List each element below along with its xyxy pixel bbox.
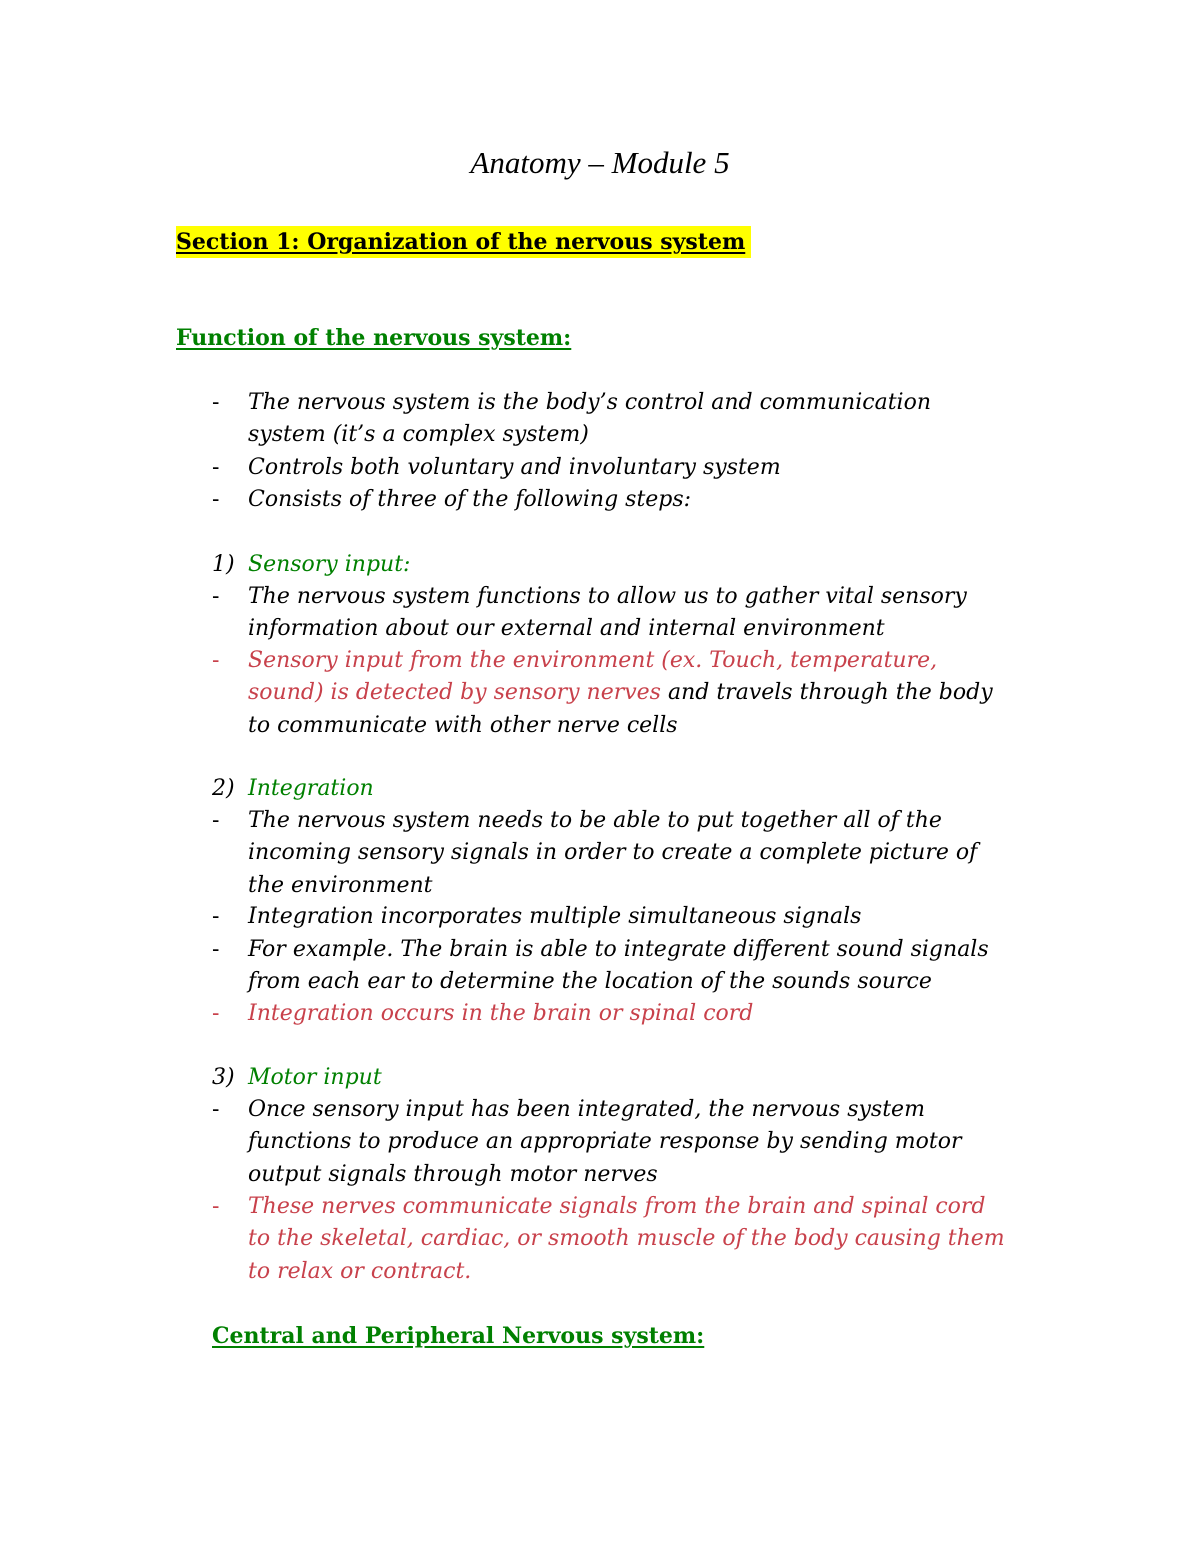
intro-bullet bbox=[212, 387, 1012, 452]
step-heading bbox=[212, 1062, 382, 1094]
step-label: Motor input bbox=[248, 1065, 382, 1090]
step-bullet bbox=[212, 998, 1012, 1030]
step-bullet bbox=[212, 1094, 1012, 1191]
bullet-text: These nerves communicate signals from the brain and spinal cord to the skeletal, cardiac, or smooth muscle of the body causing them to relax or contract. bbox=[248, 1194, 1005, 1284]
intro-bullet bbox=[212, 484, 1012, 516]
step-number: 1) bbox=[212, 552, 235, 577]
step-heading bbox=[212, 549, 410, 581]
bullet-dash: - bbox=[212, 808, 220, 833]
step-number: 2) bbox=[212, 776, 235, 801]
step-label: Sensory input: bbox=[248, 552, 411, 577]
bullet-dash: - bbox=[212, 648, 220, 673]
bullet-text: Integration incorporates multiple simultaneous signals bbox=[248, 904, 862, 929]
section-heading: Section 1: Organization of the nervous system bbox=[176, 226, 751, 258]
step-heading bbox=[212, 773, 374, 805]
bullet-dash: - bbox=[212, 1097, 220, 1122]
bullet-text bbox=[248, 645, 1012, 742]
step-bullet bbox=[212, 645, 1012, 742]
step-bullet bbox=[212, 805, 1012, 902]
plain-text: and travels through the body to communicate with other nerve cells bbox=[248, 680, 993, 738]
step-label: Integration bbox=[248, 776, 374, 801]
bullet-text: Once sensory input has been integrated, the nervous system functions to produce an appropriate response by sending motor output signals through motor nerves bbox=[248, 1097, 962, 1187]
bullet-dash: - bbox=[212, 1001, 220, 1026]
bullet-dash: - bbox=[212, 455, 220, 480]
step-bullet bbox=[212, 901, 1012, 933]
bullet-text: Integration occurs in the brain or spinal cord bbox=[248, 1001, 754, 1026]
bullet-text: The nervous system needs to be able to put together all of the incoming sensory signals in order to create a complete picture of the environment bbox=[248, 808, 978, 898]
bullet-dash: - bbox=[212, 487, 220, 512]
step-bullet bbox=[212, 934, 1012, 999]
bullet-text: The nervous system is the body’s control and communication system (it’s a complex system) bbox=[248, 390, 931, 448]
cns-pns-heading: Central and Peripheral Nervous system: bbox=[212, 1323, 705, 1349]
page-title: Anatomy – Module 5 bbox=[470, 145, 730, 180]
bullet-text: The nervous system functions to allow us to gather vital sensory information about our external and internal environment bbox=[248, 584, 967, 642]
bullet-dash: - bbox=[212, 1194, 220, 1219]
step-number: 3) bbox=[212, 1065, 235, 1090]
bullet-text: For example. The brain is able to integrate different sound signals from each ear to determine the location of the sounds source bbox=[248, 937, 989, 995]
bullet-dash: - bbox=[212, 937, 220, 962]
bullet-text: Controls both voluntary and involuntary system bbox=[248, 455, 781, 480]
step-bullet bbox=[212, 581, 1012, 646]
bullet-text: Consists of three of the following steps: bbox=[248, 487, 692, 512]
highlighted-text: Sensory input from the environment (ex. Touch, temperature, sound) is detected by sensory nerves bbox=[248, 648, 938, 706]
function-heading: Function of the nervous system: bbox=[176, 325, 572, 351]
intro-bullet bbox=[212, 452, 1012, 484]
bullet-dash: - bbox=[212, 584, 220, 609]
step-bullet bbox=[212, 1191, 1012, 1288]
bullet-dash: - bbox=[212, 904, 220, 929]
bullet-dash: - bbox=[212, 390, 220, 415]
